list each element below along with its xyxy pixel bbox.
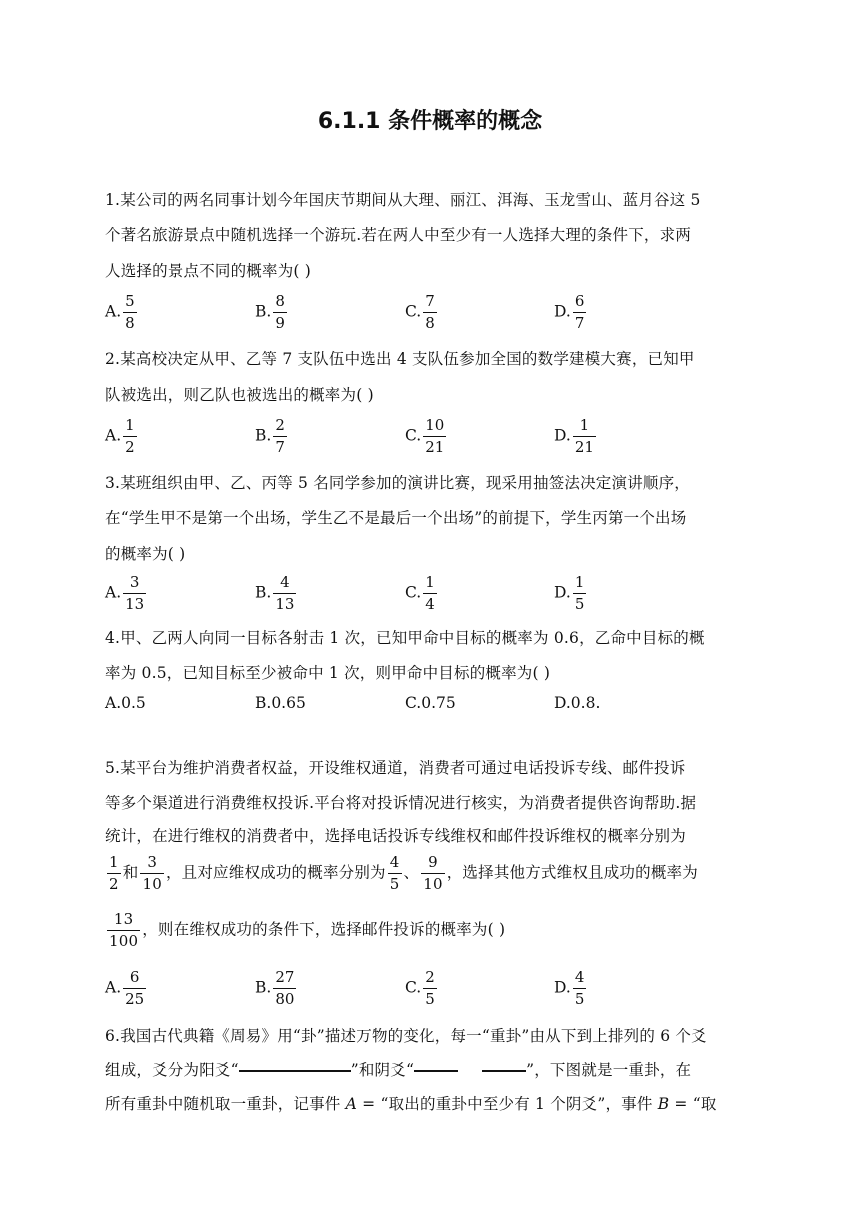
yang-yao-line [239, 1070, 351, 1072]
q5-option-d: D. $\frac{4}{5}$ [554, 968, 585, 1008]
question-6-line-2: 组成，爻分为阳爻“ ”和阴爻“ ”，下图就是一重卦，在 [105, 1061, 692, 1079]
page-title: 6.1.1 条件概率的概念 [317, 109, 543, 134]
q1-option-d: D. $\frac{6}{7}$ [554, 292, 585, 332]
q3-option-d: D. $\frac{1}{5}$ [554, 573, 585, 613]
q3-option-c: C. $\frac{1}{4}$ [405, 573, 435, 613]
question-6-line-3: 所有重卦中随机取一重卦，记事件 A = “取出的重卦中至少有 1 个阴爻”，事件 B = “取 [105, 1095, 717, 1113]
question-3-line-1: 3.某班组织由甲、乙、丙等 5 名同学参加的演讲比赛，现采用抽签法决定演讲顺序， [105, 474, 691, 492]
q1-option-b: B. $\frac{8}{9}$ [255, 292, 285, 332]
question-5-line-2: 等多个渠道进行消费维权投诉.平台将对投诉情况进行核实，为消费者提供咨询帮助.据 [105, 794, 697, 812]
q4-option-c: C.0.75 [405, 694, 456, 712]
question-1-line-3: 人选择的景点不同的概率为( ) [105, 262, 312, 280]
q4-option-d: D.0.8. [554, 694, 601, 712]
q2-option-a: A. $\frac{1}{2}$ [105, 416, 135, 456]
event-b-var: B [657, 1095, 670, 1113]
q5-option-a: A. $\frac{6}{25}$ [105, 968, 145, 1008]
question-4-line-2: 率为 0.5，已知目标至少被命中 1 次，则甲命中目标的概率为( ) [105, 664, 551, 682]
q4-option-a: A.0.5 [105, 694, 146, 712]
question-5-line-4: $\frac{1}{2}$ 和 $\frac{3}{10}$ ，且对应维权成功的概率分别为 $\frac{4}{5}$ 、 $\frac{9}{10}$ ，选择其他方式维权且成功的概率为 [109, 853, 698, 893]
q1-option-c: C. $\frac{7}{8}$ [405, 292, 435, 332]
question-2-line-1: 2.某高校决定从甲、乙等 7 支队伍中选出 4 支队伍参加全国的数学建模大赛，已知甲 [105, 350, 695, 368]
q2-option-d: D. $\frac{1}{21}$ [554, 416, 594, 456]
yin-yao-line [414, 1070, 526, 1072]
question-5-line-3: 统计，在进行维权的消费者中，选择电话投诉专线维权和邮件投诉维权的概率分别为 [105, 827, 686, 845]
q3-option-b: B. $\frac{4}{13}$ [255, 573, 295, 613]
q3-option-a: A. $\frac{3}{13}$ [105, 573, 145, 613]
q4-option-b: B.0.65 [255, 694, 306, 712]
q5-option-c: C. $\frac{2}{5}$ [405, 968, 435, 1008]
q1-option-a: A. $\frac{5}{8}$ [105, 292, 135, 332]
event-a-var: A [345, 1095, 358, 1113]
question-5-line-1: 5.某平台为维护消费者权益，开设维权通道，消费者可通过电话投诉专线、邮件投诉 [105, 759, 686, 777]
question-3-line-2: 在“学生甲不是第一个出场，学生乙不是最后一个出场”的前提下，学生丙第一个出场 [105, 509, 687, 527]
q2-option-c: C. $\frac{10}{21}$ [405, 416, 445, 456]
question-1-line-1: 1.某公司的两名同事计划今年国庆节期间从大理、丽江、洱海、玉龙雪山、蓝月谷这 5 [105, 191, 701, 209]
question-1-line-2: 个著名旅游景点中随机选择一个游玩.若在两人中至少有一人选择大理的条件下，求两 [105, 226, 692, 244]
q5-option-b: B. $\frac{27}{80}$ [255, 968, 295, 1008]
question-2-line-2: 队被选出，则乙队也被选出的概率为( ) [105, 386, 374, 404]
question-4-line-1: 4.甲、乙两人向同一目标各射击 1 次，已知甲命中目标的概率为 0.6，乙命中目标的概 [105, 629, 705, 647]
q2-option-b: B. $\frac{2}{7}$ [255, 416, 285, 456]
question-6-line-1: 6.我国古代典籍《周易》用“卦”描述万物的变化，每一“重卦”由从下到上排列的 6 个爻 [105, 1027, 707, 1045]
question-5-line-5: $\frac{13}{100}$ ，则在维权成功的条件下，选择邮件投诉的概率为( ) [109, 910, 506, 950]
question-3-line-3: 的概率为( ) [105, 545, 186, 563]
